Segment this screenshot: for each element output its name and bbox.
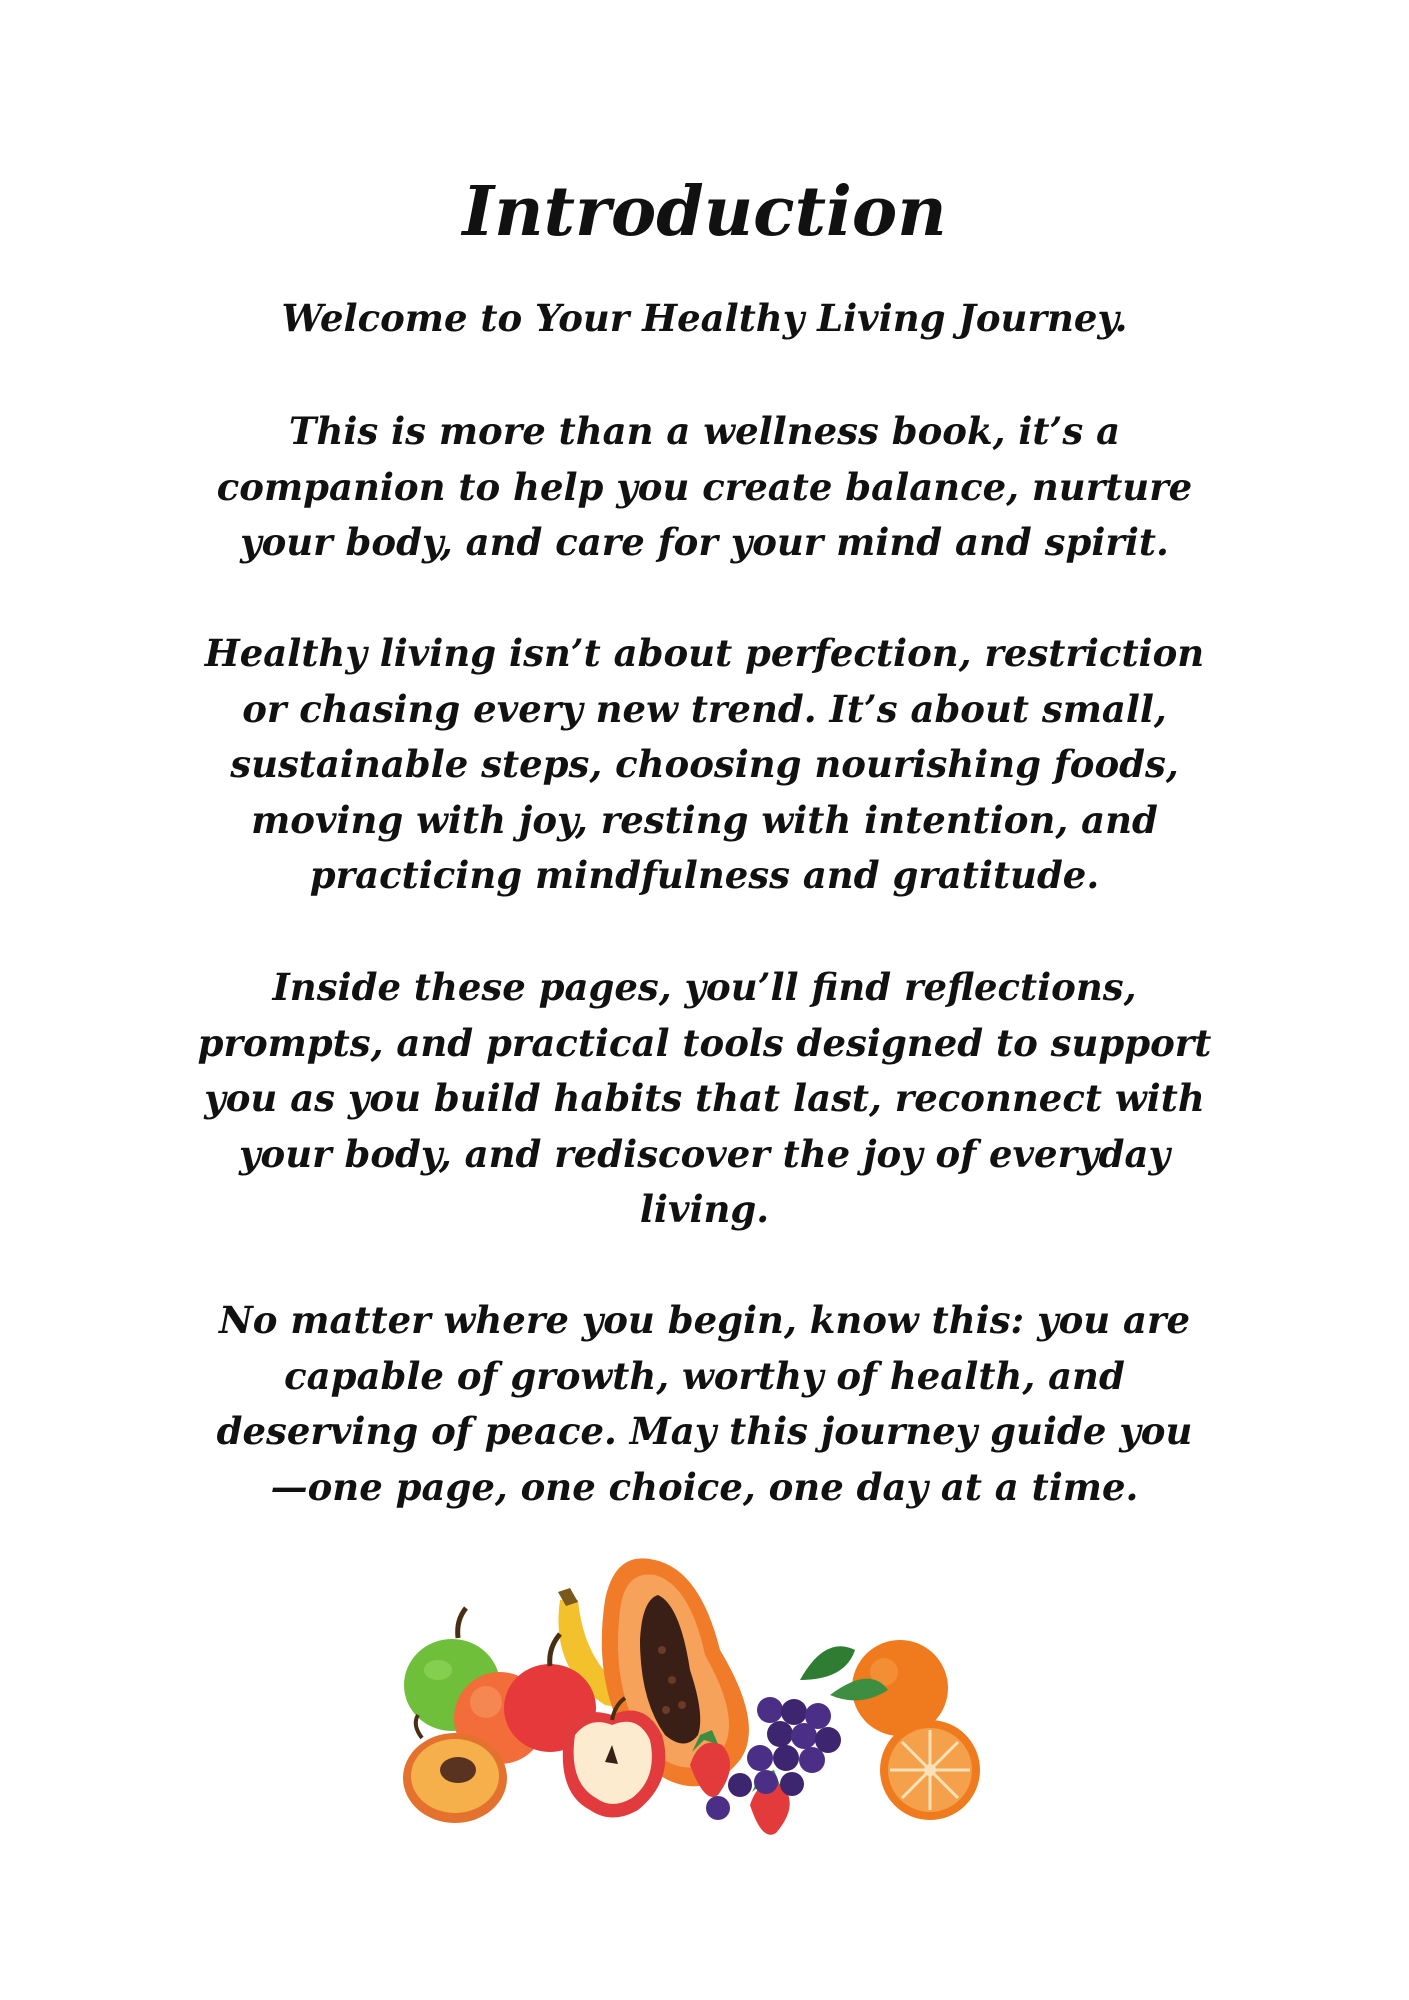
paragraph-line: you as you build habits that last, reconnect with — [204, 1076, 1205, 1120]
paragraph-line: No matter where you begin, know this: you are — [218, 1298, 1191, 1342]
orange-half-icon — [880, 1720, 980, 1820]
paragraph-line: deserving of peace. May this journey guide you — [216, 1409, 1193, 1453]
paragraph-line: capable of growth, worthy of health, and — [284, 1353, 1125, 1398]
paragraph-line: Healthy living isn’t about perfection, restriction — [204, 631, 1205, 675]
paragraph-line: —one page, one choice, one day at a time. — [270, 1464, 1139, 1509]
paragraph-no-matter — [150, 1293, 1259, 1515]
paragraph-line: practicing mindfulness and gratitude. — [309, 853, 1100, 897]
paragraph-line: sustainable steps, choosing nourishing foods, — [230, 742, 1179, 786]
paragraph-line: This is more than a wellness book, it’s a — [288, 409, 1121, 453]
paragraph-line: or chasing every new trend. It’s about small, — [242, 686, 1167, 731]
paragraph-wellness-companion — [150, 404, 1259, 571]
paragraph-line: living. — [639, 1187, 770, 1231]
welcome-line — [150, 291, 1259, 347]
page-title: Introduction — [462, 172, 947, 252]
paragraph-inside-pages — [150, 960, 1259, 1238]
welcome-text: Welcome to Your Healthy Living Journey. — [281, 296, 1128, 340]
paragraph-line: companion to help you create balance, nurture — [216, 464, 1193, 509]
paragraph-line: moving with joy, resting with intention, and — [251, 797, 1158, 842]
paragraph-line: prompts, and practical tools designed to support — [197, 1020, 1212, 1065]
paragraph-line: Inside these pages, you’ll find reflections, — [272, 965, 1137, 1009]
paragraph-line: your body, and care for your mind and spirit. — [240, 520, 1169, 564]
paragraph-line: your body, and rediscover the joy of everyday — [239, 1131, 1170, 1176]
fruit-illustration — [400, 1530, 1020, 1850]
paragraph-healthy-living — [150, 626, 1259, 904]
